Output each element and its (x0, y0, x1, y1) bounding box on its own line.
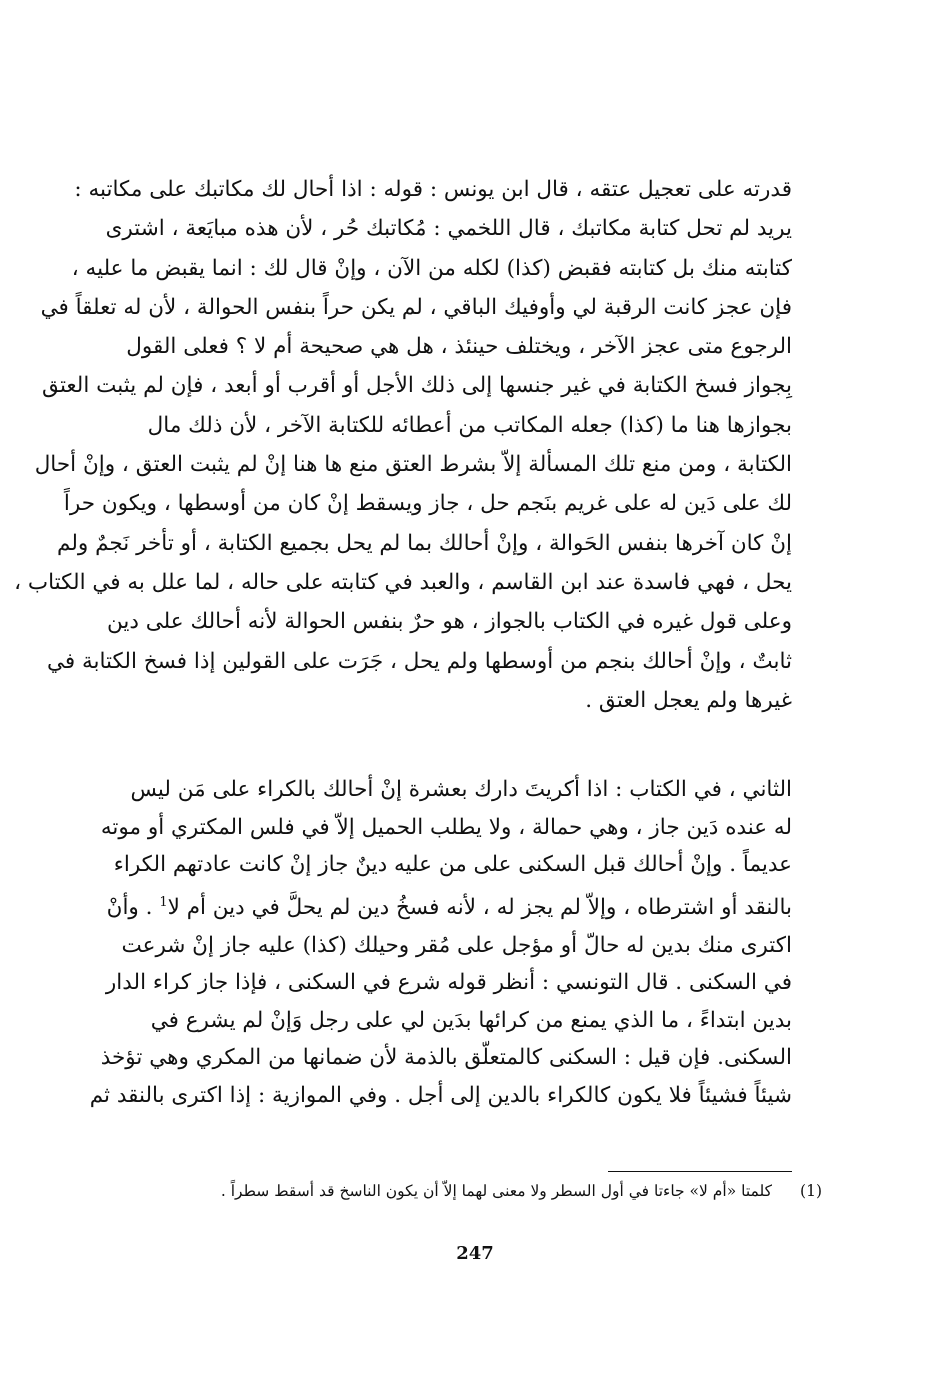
text-segment: . وأنْ (106, 894, 160, 920)
footnote-marker: 1 (159, 894, 168, 910)
text-line-with-footnote (106, 884, 792, 927)
text-line: وعلى قول غيره في الكتاب بالجواز ، هو حرٌ بنفس الحوالة لأنه أحالك على دين (107, 609, 792, 635)
text-line: لك على دَين له على غريم بنَجم حل ، جاز ويسقط إنْ كان من أوسطها ، ويكون حراً (63, 491, 792, 517)
footnote (190, 1182, 822, 1200)
text-line: له عنده دَين جاز ، وهي حمالة ، ولا يطلب الحميل إلاّ في فلس المكتري أو موته (100, 814, 792, 840)
text-line: كتابته منك بل كتابته فقبض (كذا) لكله من الآن ، وإنْ قال لك : انما يقبض ما عليه ، (71, 255, 792, 281)
text-line: السكنى. فإن قيل : السكنى كالمتعلّق بالذمة لأن ضمانها من المكري وهي تؤخذ (100, 1045, 792, 1071)
text-line: اكترى منك بدين له حالّ أو مؤجل على مُقر وحيلك (كذا) عليه جاز إنْ شرعت (121, 932, 792, 958)
text-line: بجوازها هنا ما (كذا) جعله المكاتب من أعطائه للكتابة الآخر ، لأن ذلك مال (147, 412, 792, 438)
text-line: الثاني ، في الكتاب : اذا أكريتَ دارك بعشرة إنْ أحالك بالكراء على مَن ليس (130, 777, 792, 802)
text-line: غيرها ولم يعجل العتق . (585, 687, 792, 713)
text-line: عديماً . وإنْ أحالك قبل السكنى على من عليه دينٌ جاز إنْ كانت عادتهم الكراء (113, 852, 792, 878)
page-number: 247 (456, 1243, 494, 1264)
text-segment: بالنقد أو اشترطاه ، وإلاّ لم يجز له ، لأنه فسخُ دين لم يحلَّ في دين أم لا (167, 894, 792, 920)
text-line: الكتابة ، ومن منع تلك المسألة إلاّ بشرط العتق منع ها هنا إنْ لم يثبت العتق ، وإنْ أحال (34, 452, 792, 478)
footnote-number: (1) (800, 1182, 822, 1200)
paragraph-2 (89, 771, 792, 1115)
text-line: إنْ كان آخرها بنفس الحَوالة ، وإنْ أحالك بما لم يحل بجميع الكتابة ، أو تأخر نَجمٌ ولم (57, 530, 792, 556)
text-line: بِجواز فسخ الكتابة في غير جنسها إلى ذلك الأجل أو أقرب أو أبعد ، فإن لم يثبت العتق (42, 373, 792, 399)
footnote-divider (608, 1171, 792, 1172)
text-line: شيئاً فشيئاً فلا يكون كالكراء بالدين إلى أجل . وفي الموازية : إذا اكترى بالنقد ثم (89, 1082, 792, 1108)
footnote-text: كلمتا «أم لا» جاءتا في أول السطر ولا معنى لهما إلاّ أن يكون الناسخ قد أسقط سطراً . (220, 1182, 772, 1200)
text-line: يريد لم تحل كتابة مكاتبك ، قال اللخمي : مُكاتبك حُر ، لأن هذه مبايَعة ، اشترى (105, 216, 792, 242)
text-line: ثابتٌ ، وإنْ أحالك بنجم من أوسطها ولم يحل ، جَرَت على القولين إذا فسخ الكتابة في (46, 648, 792, 674)
text-line: الرجوع متى عجز الآخر ، ويختلف حينئذ ، هل هي صحيحة أم لا ؟ فعلى القول (126, 334, 792, 360)
paragraph-1 (14, 170, 792, 720)
text-line: فإن عجز كانت الرقبة لي وأوفيك الباقي ، لم يكن حراً بنفس الحوالة ، لأن له تعلقاً في (40, 294, 792, 320)
text-line: يحل ، فهي فاسدة عند ابن القاسم ، والعبد في كتابته على حاله ، لما علل به في الكتاب ، (14, 569, 792, 595)
text-line: في السكنى . قال التونسي : أنظر قوله شرع في السكنى ، فإذا جاز كراء الدار (105, 970, 792, 996)
text-line: بدين ابتداءً ، ما الذي يمنع من كرائها بدَين لي على رجل وَإنْ لم يشرع في (150, 1007, 792, 1033)
text-line: قدرته على تعجيل عتقه ، قال ابن يونس : قوله : اذا أحال لك مكاتبك على مكاتبه : (74, 177, 792, 202)
